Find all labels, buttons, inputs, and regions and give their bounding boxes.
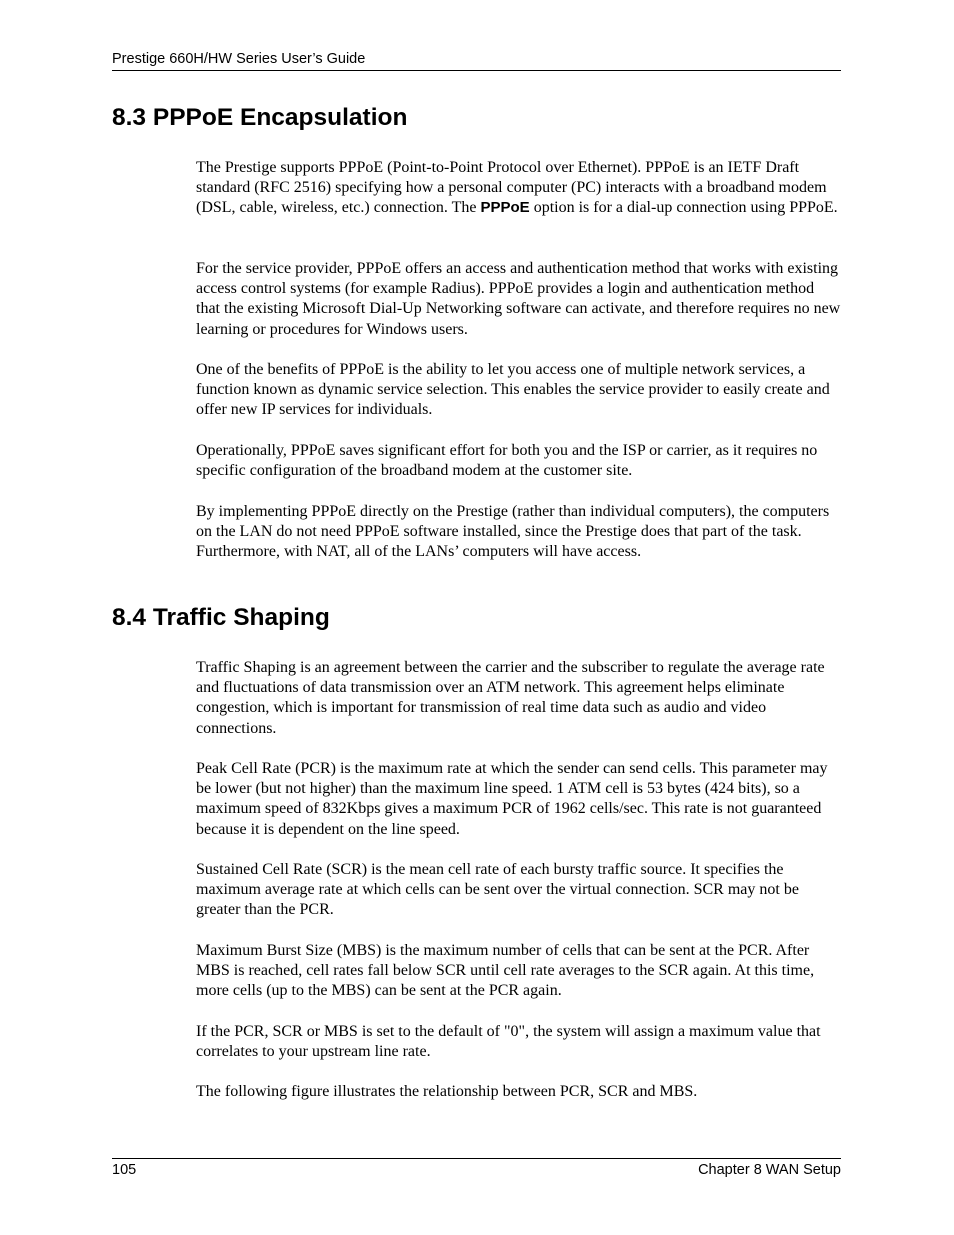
paragraph: By implementing PPPoE directly on the Prestige (rather than individual computers), the computers on the LAN do not need PPPoE software installed, since the Prestige does that part of the task. Furthermore, with NAT, all of the LANs’ computers will have access. [196, 503, 830, 561]
bold-term: PPPoE [480, 199, 530, 217]
paragraph: Traffic Shaping is an agreement between the carrier and the subscriber to regulate the average rate and fluctuations of data transmission over an ATM network. This agreement helps eliminate congestion, which is important for transmission of real time data such as audio and video connections. [196, 659, 825, 737]
header-title: Prestige 660H/HW Series User’s Guide [112, 51, 366, 67]
section-heading-traffic-shaping: 8.4 Traffic Shaping [112, 604, 330, 631]
paragraph: Maximum Burst Size (MBS) is the maximum number of cells that can be sent at the PCR. After MBS is reached, cell rates fall below SCR until cell rate averages to the SCR again. At this time, more cells (up to the MBS) can be sent at the PCR again. [196, 942, 815, 1000]
paragraph-text: option is for a dial-up connection using PPPoE. [529, 199, 838, 217]
paragraph: If the PCR, SCR or MBS is set to the default of "0", the system will assign a maximum value that correlates to your upstream line rate. [196, 1023, 821, 1061]
paragraph: Operationally, PPPoE saves significant effort for both you and the ISP or carrier, as it requires no specific configuration of the broadband modem at the customer site. [196, 442, 818, 480]
paragraph: Peak Cell Rate (PCR) is the maximum rate at which the sender can send cells. This parameter may be lower (but not higher) than the maximum line speed. 1 ATM cell is 53 bytes (424 bits), so a maximum speed of 832Kbps gives a maximum PCR of 1962 cells/sec. This rate is not guaranteed because it is dependent on the line speed. [196, 760, 828, 838]
page-number: 105 [112, 1162, 137, 1178]
paragraph-text: The Prestige supports PPPoE (Point-to-Point Protocol over Ethernet). PPPoE is an IETF Draft standard (RFC 2516) specifying how a personal computer (PC) interacts with a broadband modem (DSL, cable, wireless, etc.) connection. The [196, 159, 827, 217]
running-footer [112, 1158, 841, 1178]
chapter-title: Chapter 8 WAN Setup [698, 1162, 841, 1178]
paragraph: The following figure illustrates the relationship between PCR, SCR and MBS. [196, 1083, 698, 1100]
running-header [112, 51, 841, 71]
paragraph: One of the benefits of PPPoE is the ability to let you access one of multiple network services, a function known as dynamic service selection. This enables the service provider to easily create and offer new IP services for individuals. [196, 361, 830, 419]
paragraph: For the service provider, PPPoE offers an access and authentication method that works with existing access control systems (for example Radius). PPPoE provides a login and authentication method that the existing Microsoft Dial-Up Networking software can activate, and therefore requires no new learning or procedures for Windows users. [196, 260, 841, 338]
paragraph [196, 158, 842, 219]
section-heading-pppoe: 8.3 PPPoE Encapsulation [112, 104, 408, 131]
paragraph: Sustained Cell Rate (SCR) is the mean cell rate of each bursty traffic source. It specifies the maximum average rate at which cells can be sent over the virtual connection. SCR may not be greater than the PCR. [196, 861, 799, 919]
